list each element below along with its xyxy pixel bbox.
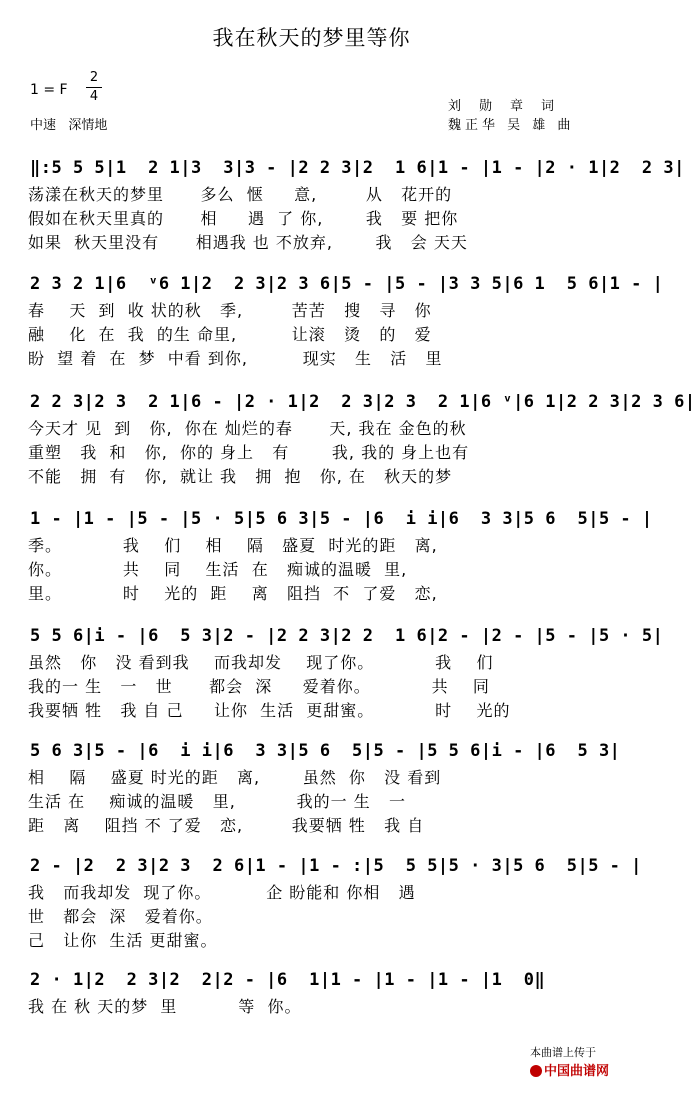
lyric-verse-3: 己 让你 生活 更甜蜜。 <box>28 931 218 950</box>
lyric-verse-2: 世 都会 深 爱着你。 <box>28 907 213 926</box>
lyric-verse-1: 荡漾在秋天的梦里 多么 惬 意, 从 花开的 <box>28 185 453 204</box>
notes-line: 1 - |1 - |5 - |5 · 5|5 6 3|5 - |6 i i|6 3 3|5 6 5|5 - | <box>30 509 653 529</box>
site-logo-icon <box>530 1065 542 1077</box>
key-signature: 1 = F <box>30 82 68 98</box>
time-signature-top: 2 <box>89 70 99 85</box>
notes-line: 2 3 2 1|6 ᵛ6 1|2 2 3|2 3 6|5 - |5 - |3 3 5|6 1 5 6|1 - | <box>30 274 664 294</box>
music-system <box>0 509 653 639</box>
notes-line: 2 - |2 2 3|2 3 2 6|1 - |1 - :|5 5 5|5 · 3|5 6 5|5 - | <box>30 856 642 876</box>
site-brand[interactable]: 中国曲谱网 <box>543 1064 609 1079</box>
lyric-verse-2: 重塑 我 和 你, 你的 身上 有 我, 我的 身上也有 <box>28 443 470 462</box>
lyric-verse-1: 相 隔 盛夏 时光的距 离, 虽然 你 没 看到 <box>28 768 442 787</box>
lyric-verse-3: 我要牺 牲 我 自 己 让你 生活 更甜蜜。 时 光的 <box>28 701 511 720</box>
notes-line: 2 2 3|2 3 2 1|6 - |2 · 1|2 2 3|2 3 2 1|6 ᵛ|6 1|2 2 3|2 3 6| <box>30 392 696 412</box>
footer-prefix: 本曲谱上传于 <box>529 1046 596 1059</box>
source-footer <box>523 1031 609 1079</box>
composer-credit: 魏正华 吴 雄 曲 <box>448 118 575 133</box>
lyric-verse-3: 里。 时 光的 距 离 阻挡 不 了爱 恋, <box>28 584 438 603</box>
music-system <box>0 856 642 986</box>
lyric-verse-1: 季。 我 们 相 隔 盛夏 时光的距 离, <box>28 536 438 555</box>
lyric-verse-2: 你。 共 同 生活 在 痴诚的温暖 里, <box>28 560 408 579</box>
lyric-verse-3: 如果 秋天里没有 相遇我 也 不放弃, 我 会 天天 <box>28 233 468 252</box>
time-signature-divider <box>86 87 102 88</box>
lyric-verse-2: 生活 在 痴诚的温暖 里, 我的一 生 一 <box>28 792 406 811</box>
lyric-verse-1: 今天才 见 到 你, 你在 灿烂的春 天, 我在 金色的秋 <box>28 419 467 438</box>
tempo-marking: 中速 深情地 <box>30 118 108 133</box>
lyric-verse-1: 春 天 到 收 状的秋 季, 苦苦 搜 寻 你 <box>28 301 432 320</box>
lyric-verse-2: 假如在秋天里真的 相 遇 了 你, 我 要 把你 <box>28 209 459 228</box>
song-title: 我在秋天的梦里等你 <box>212 26 411 50</box>
lyric-verse-3: 不能 拥 有 你, 就让 我 拥 抱 你, 在 秋天的梦 <box>28 467 453 486</box>
notes-line: 5 5 6|i - |6 5 3|2 - |2 2 3|2 2 1 6|2 - |2 - |5 - |5 · 5| <box>30 626 664 646</box>
music-system <box>0 392 696 522</box>
lyric-verse-2: 我的一 生 一 世 都会 深 爱着你。 共 同 <box>28 677 490 696</box>
music-system <box>0 158 685 288</box>
lyric-verse-3: 距 离 阻挡 不 了爱 恋, 我要牺 牲 我 自 <box>28 816 425 835</box>
notes-line: 2 · 1|2 2 3|2 2|2 - |6 1|1 - |1 - |1 - |1 0‖ <box>30 970 546 990</box>
music-system <box>0 274 664 404</box>
time-signature-bottom: 4 <box>89 89 99 104</box>
lyric-verse-1: 我 而我却发 现了你。 企 盼能和 你相 遇 <box>28 883 416 902</box>
notes-line: 5 6 3|5 - |6 i i|6 3 3|5 6 5|5 - |5 5 6|i - |6 5 3| <box>30 741 621 761</box>
lyric-verse-3: 盼 望 着 在 梦 中看 到你, 现实 生 活 里 <box>28 349 443 368</box>
lyricist-credit: 刘勋章词 <box>448 99 573 114</box>
lyric-verse-1: 我 在 秋 天的梦 里 等 你。 <box>28 997 302 1016</box>
lyric-verse-1: 虽然 你 没 看到我 而我却发 现了你。 我 们 <box>28 653 494 672</box>
notes-line: ‖:5 5 5|1 2 1|3 3|3 - |2 2 3|2 1 6|1 - |1 - |2 · 1|2 2 3| <box>30 158 685 178</box>
lyric-verse-2: 融 化 在 我 的生 命里, 让滚 烫 的 爱 <box>28 325 432 344</box>
time-signature <box>86 70 102 105</box>
music-system <box>0 626 664 756</box>
music-system <box>0 741 623 871</box>
